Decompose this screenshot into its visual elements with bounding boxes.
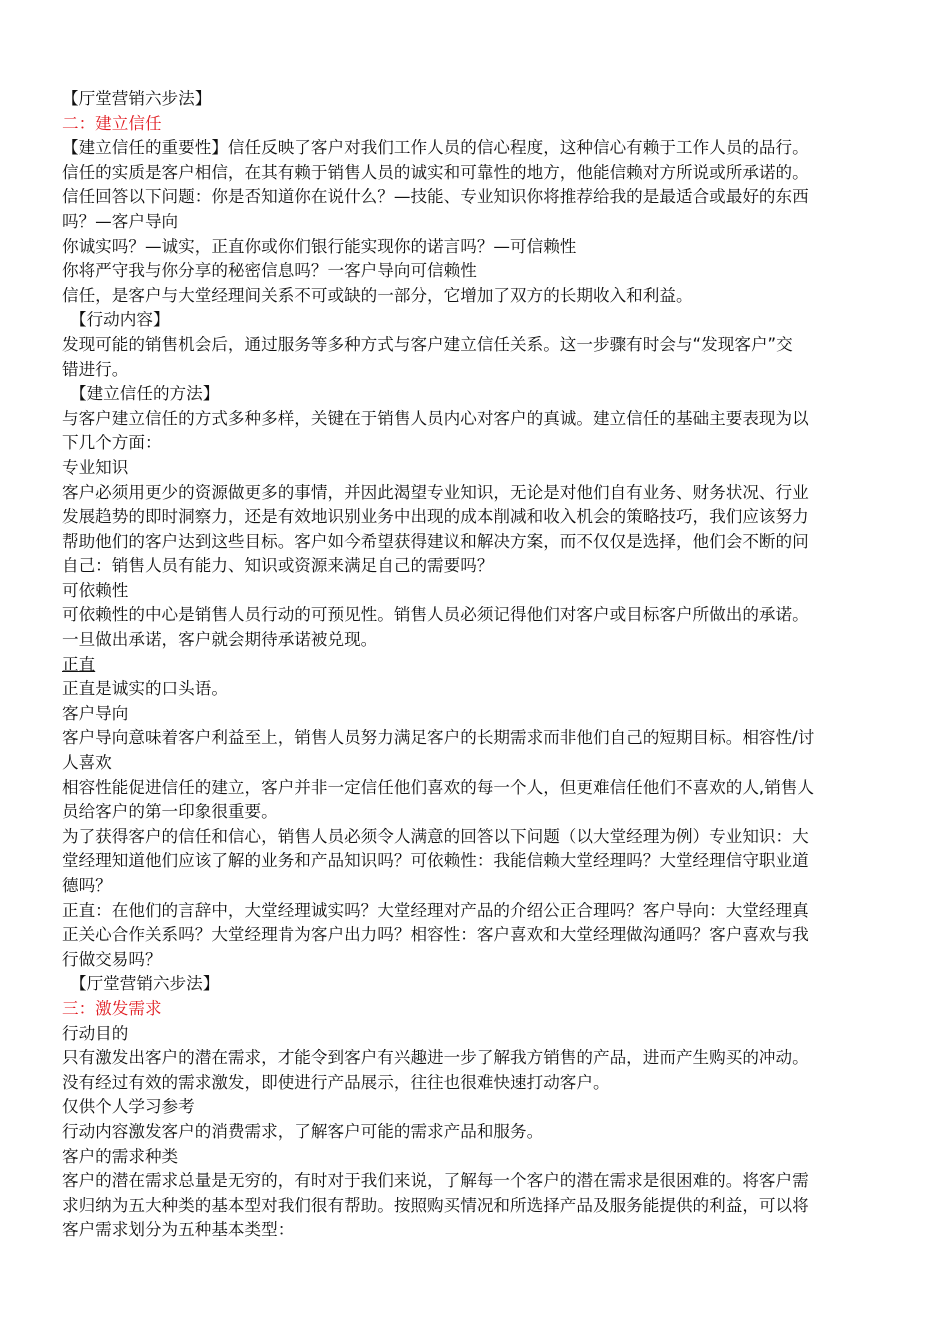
section-heading: 三：激发需求 <box>62 998 162 1018</box>
text-line: 客户必须用更少的资源做更多的事情，并因此渴望专业知识，无论是对他们自有业务、财务状况、行业 <box>62 482 809 502</box>
section-heading: 二：建立信任 <box>62 113 162 133</box>
text-line: 客户导向 <box>62 703 129 723</box>
text-line: 相容性能促进信任的建立，客户并非一定信任他们喜欢的每一个人，但更难信任他们不喜欢的人,销售人 <box>62 777 814 797</box>
text-line: 堂经理知道他们应该了解的业务和产品知识吗？可依赖性：我能信赖大堂经理吗？大堂经理信守职业道 <box>62 851 809 871</box>
text-line: 行动内容激发客户的消费需求，了解客户可能的需求产品和服务。 <box>62 1121 544 1141</box>
text-line: 客户的潜在需求总量是无穷的，有时对于我们来说，了解每一个客户的潜在需求是很困难的。将客户需 <box>62 1171 809 1191</box>
text-line: 下几个方面： <box>62 433 162 453</box>
text-line: 【厅堂营销六步法】 <box>70 974 220 994</box>
text-line: 与客户建立信任的方式多种多样，关键在于销售人员内心对客户的真诚。建立信任的基础主要表现为以 <box>62 408 809 428</box>
text-line: 吗？—客户导向 <box>62 211 179 231</box>
text-line: 自己：销售人员有能力、知识或资源来满足自己的需要吗？ <box>62 556 494 576</box>
text-line: 行做交易吗？ <box>62 949 162 969</box>
text-line: 错进行。 <box>62 359 129 379</box>
text-line: 专业知识 <box>62 457 129 477</box>
text-line: 人喜欢 <box>62 753 112 773</box>
text-line: 正直 <box>62 654 96 674</box>
text-line: 员给客户的第一印象很重要。 <box>62 802 278 822</box>
text-line: 行动目的 <box>62 1023 129 1043</box>
text-line: 仅供个人学习参考 <box>62 1097 195 1117</box>
text-line: 正直是诚实的口头语。 <box>62 679 228 699</box>
text-line: 你将严守我与你分享的秘密信息吗？一客户导向可信赖性 <box>62 261 477 281</box>
text-line: 一旦做出承诺，客户就会期待承诺被兑现。 <box>62 630 378 650</box>
text-line: 正关心合作关系吗？大堂经理肯为客户出力吗？相容性：客户喜欢和大堂经理做沟通吗？客户喜欢与我 <box>62 925 809 945</box>
text-line: 信任，是客户与大堂经理间关系不可或缺的一部分，它增加了双方的长期收入和利益。 <box>62 285 693 305</box>
text-line: 你诚实吗？—诚实，正直你或你们银行能实现你的诺言吗？—可信赖性 <box>62 236 577 256</box>
text-line: 可依赖性的中心是销售人员行动的可预见性。销售人员必须记得他们对客户或目标客户所做出的承诺。 <box>62 605 809 625</box>
text-line: 只有激发出客户的潜在需求，才能令到客户有兴趣进一步了解我方销售的产品，进而产生购买的冲动。 <box>62 1048 809 1068</box>
text-line: 没有经过有效的需求激发，即使进行产品展示，往往也很难快速打动客户。 <box>62 1072 610 1092</box>
text-line: 【行动内容】 <box>70 310 170 330</box>
text-line: 德吗？ <box>62 876 112 895</box>
text-line: 【建立信任的重要性】信任反映了客户对我们工作人员的信心程度，这种信心有赖于工作人员的品行。 <box>62 138 809 158</box>
text-line: 客户的需求种类 <box>62 1146 179 1166</box>
text-line: 信任回答以下问题：你是否知道你在说什么？—技能、专业知识你将推荐给我的是最适合或最好的东西 <box>62 187 809 207</box>
text-line: 为了获得客户的信任和信心，销售人员必须令人满意的回答以下问题（以大堂经理为例）专业知识：大 <box>62 826 809 846</box>
text-line: 客户导向意味着客户利益至上，销售人员努力满足客户的长期需求而非他们自己的短期目标。相容性/讨 <box>62 728 815 748</box>
text-line: 【厅堂营销六步法】 <box>62 89 212 108</box>
text-line: 可依赖性 <box>62 580 129 600</box>
text-line: 帮助他们的客户达到这些目标。客户如今希望获得建议和解决方案，而不仅仅是选择，他们会不断的问 <box>62 531 809 551</box>
text-line: 【建立信任的方法】 <box>70 384 220 404</box>
text-line: 正直：在他们的言辞中，大堂经理诚实吗？大堂经理对产品的介绍公正合理吗？客户导向：大堂经理真 <box>62 900 809 920</box>
text-line: 客户需求划分为五种基本类型： <box>62 1220 295 1240</box>
text-line: 信任的实质是客户相信，在其有赖于销售人员的诚实和可靠性的地方，他能信赖对方所说或所承诺的。 <box>62 162 809 182</box>
text-line: 发展趋势的即时洞察力，还是有效地识别业务中出现的成本削减和收入机会的策略技巧，我们应该努力 <box>62 507 809 527</box>
document-body <box>62 87 892 1243</box>
text-line: 求归纳为五大种类的基本型对我们很有帮助。按照购买情况和所选择产品及服务能提供的利益，可以将 <box>62 1195 809 1215</box>
text-line: 发现可能的销售机会后，通过服务等多种方式与客户建立信任关系。这一步骤有时会与“发现客户”交 <box>62 334 793 354</box>
